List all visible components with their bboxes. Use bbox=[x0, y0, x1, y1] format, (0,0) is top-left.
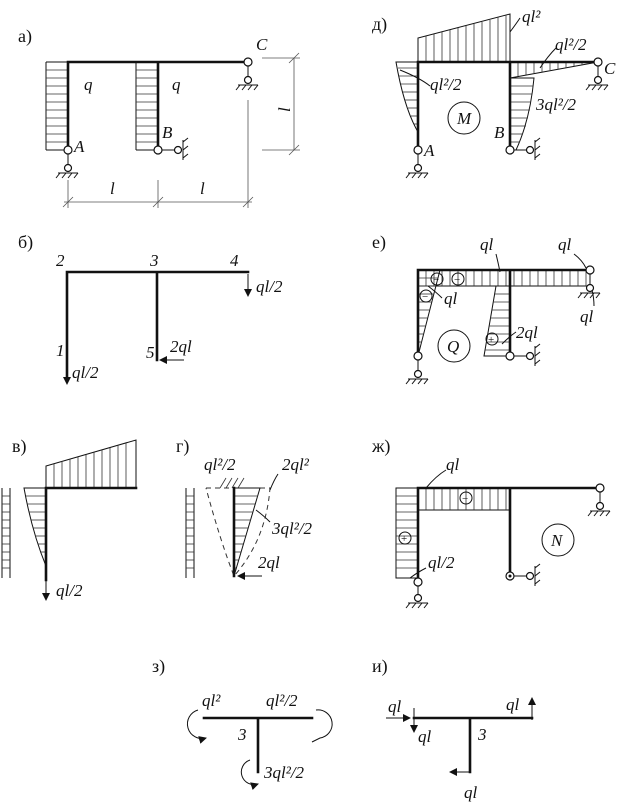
panel-e-sign-minus-2: − bbox=[454, 274, 461, 286]
panel-e-sign-minus-1: − bbox=[433, 274, 440, 286]
panel-a-node-A: A bbox=[74, 137, 85, 156]
panel-z-m-right: ql²/2 bbox=[266, 691, 298, 710]
panel-d-moment-diagram bbox=[372, 7, 616, 178]
panel-d-top-ordinates bbox=[418, 14, 510, 62]
panel-d-label: д) bbox=[372, 14, 388, 34]
panel-d-leader-top bbox=[510, 18, 520, 32]
panel-e-leader-right-low bbox=[592, 290, 594, 306]
panel-a-node-B: B bbox=[162, 123, 173, 142]
panel-d-m-right: ql²/2 bbox=[555, 35, 587, 54]
panel-d-diagram-name: M bbox=[457, 109, 472, 128]
panel-a-load-left bbox=[46, 62, 68, 150]
panel-b-node-5: 5 bbox=[146, 343, 155, 362]
panel-i-f-bottom: ql bbox=[464, 783, 478, 802]
panel-z-node-moments bbox=[152, 656, 332, 785]
panel-a-node-C: C bbox=[256, 35, 268, 54]
panel-i-f-right: ql bbox=[506, 695, 520, 714]
panel-z-moment-left bbox=[187, 710, 206, 739]
panel-v-label: в) bbox=[12, 436, 27, 456]
panel-b-node-2: 2 bbox=[56, 251, 65, 270]
panel-g-load bbox=[186, 488, 194, 578]
panel-e-shear-diagram bbox=[372, 232, 600, 384]
panel-i-label: и) bbox=[372, 656, 388, 676]
panel-z-node: 3 bbox=[238, 725, 247, 744]
panel-d-leader-right bbox=[540, 48, 556, 68]
panel-a-dim-right: l bbox=[200, 179, 205, 198]
panel-b-force-4: ql/2 bbox=[256, 277, 283, 296]
panel-z-m-bottom: 3ql²/2 bbox=[264, 763, 305, 782]
panel-e-top-outline bbox=[418, 270, 590, 286]
panel-v-frame bbox=[46, 488, 136, 580]
panel-d-node-B: B bbox=[494, 123, 505, 142]
panel-d-m-left: ql²/2 bbox=[430, 75, 462, 94]
panel-g-leader-right bbox=[270, 474, 278, 490]
panel-z-moment-bottom bbox=[241, 760, 258, 785]
panel-a-q-left: q bbox=[84, 75, 93, 94]
panel-g-solid-triangle bbox=[234, 488, 260, 576]
panel-zh-normal-force-diagram bbox=[371, 436, 610, 608]
panel-g-moment-part bbox=[176, 436, 313, 578]
panel-b-label: б) bbox=[18, 232, 34, 252]
panel-zh-sign-plus: + bbox=[401, 533, 408, 545]
panel-v-moment-part bbox=[2, 436, 136, 600]
panel-a-frame bbox=[68, 62, 248, 150]
panel-b-free-body bbox=[18, 232, 283, 384]
panel-a-dim-left: l bbox=[110, 179, 115, 198]
panel-a-frame-scheme bbox=[18, 26, 300, 208]
panel-a-dim-height: l bbox=[275, 107, 294, 112]
panel-i-f-left-low: ql bbox=[418, 727, 432, 746]
panel-d-B-curve bbox=[510, 62, 534, 150]
panel-e-v-mid: 2ql bbox=[516, 323, 538, 342]
panel-zh-supports bbox=[406, 484, 610, 608]
panel-z-moment-right bbox=[312, 710, 332, 742]
panel-z-m-left: ql² bbox=[202, 691, 221, 710]
panel-a-q-mid: q bbox=[172, 75, 181, 94]
panel-zh-leader-top bbox=[426, 470, 446, 488]
panel-e-v-top-mid: ql bbox=[480, 235, 494, 254]
panel-e-sign-plus: + bbox=[488, 334, 495, 346]
panel-zh-label: ж) bbox=[372, 436, 391, 456]
panel-v-left-curve bbox=[24, 488, 46, 566]
panel-e-leader-right bbox=[574, 254, 586, 268]
panel-e-v-left: ql bbox=[444, 289, 458, 308]
panel-g-m-low: 3ql²/2 bbox=[272, 519, 313, 538]
panel-i-node: 3 bbox=[478, 725, 487, 744]
panel-b-force-1: ql/2 bbox=[72, 363, 99, 382]
panel-g-leader-low bbox=[256, 510, 270, 522]
panel-d-m-top: ql² bbox=[522, 7, 541, 26]
panel-i-node-frame bbox=[414, 718, 532, 772]
panel-g-m-right: 2ql² bbox=[282, 455, 309, 474]
panel-a-dimensions bbox=[63, 53, 300, 208]
panel-zh-sign-minus: − bbox=[462, 493, 469, 505]
panel-e-diagram-name: Q bbox=[447, 337, 460, 356]
panel-e-v-top-right: ql bbox=[558, 235, 572, 254]
panel-b-node-3: 3 bbox=[150, 251, 159, 270]
panel-v-load bbox=[2, 488, 10, 578]
panel-z-label: з) bbox=[152, 656, 166, 676]
panel-i-node-forces bbox=[372, 656, 532, 802]
panel-b-force-5: 2ql bbox=[170, 337, 192, 356]
panel-zh-v-top: ql bbox=[446, 455, 460, 474]
panel-zh-v-left: ql/2 bbox=[428, 553, 455, 572]
panel-e-sign-minus-3: − bbox=[422, 291, 429, 303]
panel-e-frame bbox=[418, 270, 590, 356]
panel-v-top-ordinates bbox=[46, 440, 136, 488]
panel-d-node-C: C bbox=[604, 59, 616, 78]
panel-v-force: ql/2 bbox=[56, 581, 83, 600]
panel-i-f-left-top: ql bbox=[388, 697, 402, 716]
panel-b-node-1: 1 bbox=[56, 341, 65, 360]
panel-b-node-4: 4 bbox=[230, 251, 239, 270]
panel-d-m-B: 3ql²/2 bbox=[536, 95, 577, 114]
panel-e-label: е) bbox=[372, 232, 386, 252]
panel-a-label: а) bbox=[18, 26, 32, 46]
panel-d-right-triangle bbox=[510, 62, 598, 78]
panel-a-load-middle bbox=[136, 62, 158, 150]
panel-g-m-left: ql²/2 bbox=[204, 455, 236, 474]
panel-zh-diagram-name: N bbox=[551, 531, 563, 550]
panel-g-force: 2ql bbox=[258, 553, 280, 572]
panel-e-v-right-low: ql bbox=[580, 307, 594, 326]
panel-d-node-A: A bbox=[424, 141, 435, 160]
panel-g-label: г) bbox=[176, 436, 190, 456]
